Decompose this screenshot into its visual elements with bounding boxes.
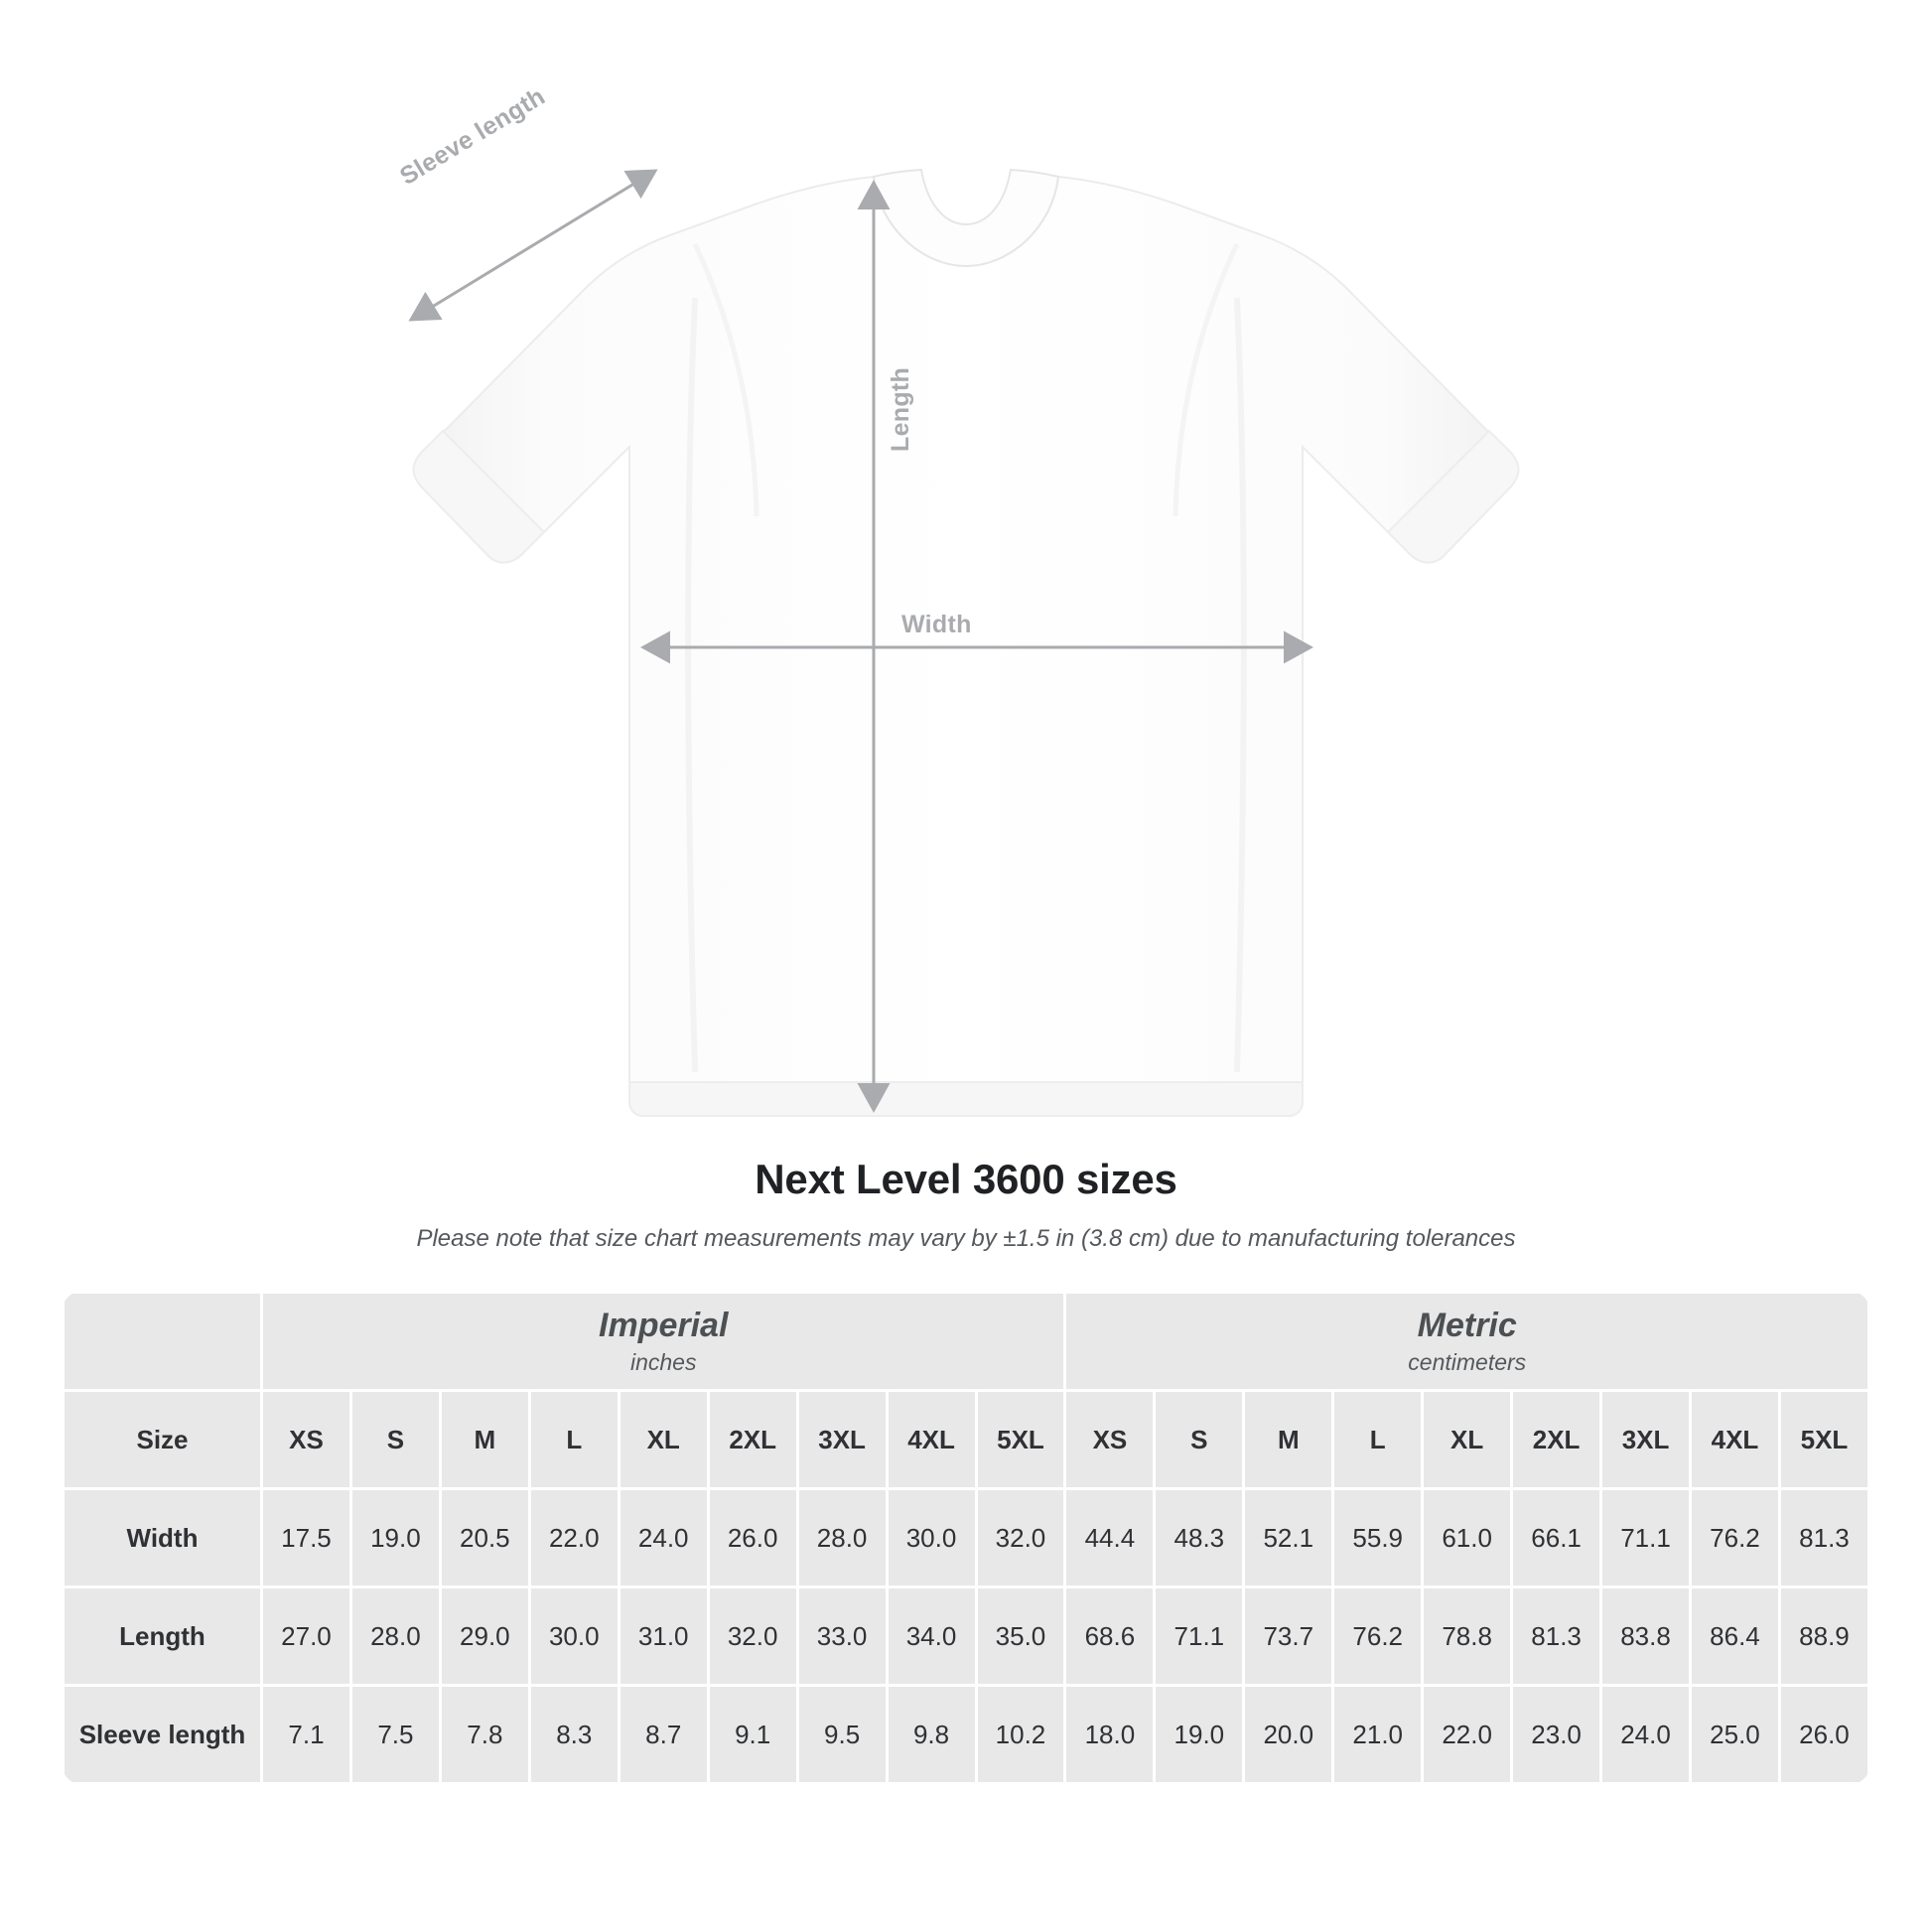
table-cell: 23.0 (1512, 1686, 1601, 1784)
table-cell: 76.2 (1333, 1587, 1423, 1686)
table-cell: 7.5 (350, 1686, 440, 1784)
table-cell: 22.0 (529, 1489, 619, 1587)
table-cell: 21.0 (1333, 1686, 1423, 1784)
size-header-cell: M (1244, 1391, 1333, 1489)
table-cell: 86.4 (1691, 1587, 1780, 1686)
size-table-body (64, 1293, 1869, 1784)
table-cell: 8.3 (529, 1686, 619, 1784)
table-cell: 66.1 (1512, 1489, 1601, 1587)
table-cell: 61.0 (1423, 1489, 1512, 1587)
table-cell: 29.0 (440, 1587, 529, 1686)
table-cell: 9.5 (797, 1686, 887, 1784)
table-cell: 76.2 (1691, 1489, 1780, 1587)
size-header-cell: S (350, 1391, 440, 1489)
table-cell: 52.1 (1244, 1489, 1333, 1587)
table-row (64, 1686, 1869, 1784)
table-cell: 73.7 (1244, 1587, 1333, 1686)
table-cell: 26.0 (1779, 1686, 1868, 1784)
size-label-cell: Size (64, 1391, 262, 1489)
title-block (0, 1156, 1932, 1253)
sleeve-length-label: Sleeve length (395, 81, 550, 192)
table-cell: 19.0 (1155, 1686, 1244, 1784)
table-cell: 9.1 (708, 1686, 797, 1784)
size-header-cell: 4XL (1691, 1391, 1780, 1489)
table-cell: 55.9 (1333, 1489, 1423, 1587)
size-table-wrapper (62, 1291, 1870, 1785)
tshirt-shape (414, 170, 1519, 1116)
width-label: Width (901, 611, 972, 638)
table-cell: 48.3 (1155, 1489, 1244, 1587)
unit-name-imperial: Imperial (599, 1306, 729, 1344)
table-cell: 31.0 (619, 1587, 708, 1686)
table-cell: 10.2 (976, 1686, 1065, 1784)
table-cell: 24.0 (1601, 1686, 1691, 1784)
table-cell: 18.0 (1065, 1686, 1155, 1784)
table-cell: 7.1 (262, 1686, 351, 1784)
size-header-cell: XL (1423, 1391, 1512, 1489)
table-cell: 20.0 (1244, 1686, 1333, 1784)
table-cell: 8.7 (619, 1686, 708, 1784)
size-header-cell: 5XL (1779, 1391, 1868, 1489)
size-header-cell: 2XL (1512, 1391, 1601, 1489)
size-table (62, 1291, 1870, 1785)
table-cell: 26.0 (708, 1489, 797, 1587)
size-header-cell: XS (262, 1391, 351, 1489)
unit-header-imperial (262, 1293, 1065, 1391)
table-cell: 44.4 (1065, 1489, 1155, 1587)
table-cell: 71.1 (1601, 1489, 1691, 1587)
size-header-cell: 3XL (797, 1391, 887, 1489)
size-header-row (64, 1391, 1869, 1489)
size-header-cell: 4XL (887, 1391, 976, 1489)
size-header-cell: M (440, 1391, 529, 1489)
size-header-cell: XS (1065, 1391, 1155, 1489)
table-cell: 33.0 (797, 1587, 887, 1686)
table-cell: 88.9 (1779, 1587, 1868, 1686)
table-cell: 35.0 (976, 1587, 1065, 1686)
table-cell: 83.8 (1601, 1587, 1691, 1686)
unit-header-row (64, 1293, 1869, 1391)
table-cell: 34.0 (887, 1587, 976, 1686)
table-row (64, 1489, 1869, 1587)
table-cell: 81.3 (1779, 1489, 1868, 1587)
row-label-width: Width (64, 1489, 262, 1587)
table-cell: 27.0 (262, 1587, 351, 1686)
table-cell: 30.0 (887, 1489, 976, 1587)
table-cell: 78.8 (1423, 1587, 1512, 1686)
size-header-cell: L (529, 1391, 619, 1489)
table-cell: 32.0 (976, 1489, 1065, 1587)
table-cell: 9.8 (887, 1686, 976, 1784)
table-cell: 25.0 (1691, 1686, 1780, 1784)
unit-sub-metric: centimeters (1408, 1349, 1527, 1376)
table-cell: 28.0 (350, 1587, 440, 1686)
table-cell: 71.1 (1155, 1587, 1244, 1686)
unit-header-metric (1065, 1293, 1869, 1391)
row-label-sleeve-length: Sleeve length (64, 1686, 262, 1784)
table-cell: 7.8 (440, 1686, 529, 1784)
unit-name-metric: Metric (1417, 1306, 1517, 1344)
size-header-cell: 3XL (1601, 1391, 1691, 1489)
table-cell: 32.0 (708, 1587, 797, 1686)
table-cell: 22.0 (1423, 1686, 1512, 1784)
table-cell: 81.3 (1512, 1587, 1601, 1686)
unit-sub-imperial: inches (629, 1349, 697, 1376)
size-header-cell: L (1333, 1391, 1423, 1489)
table-cell: 28.0 (797, 1489, 887, 1587)
table-cell: 68.6 (1065, 1587, 1155, 1686)
size-header-cell: S (1155, 1391, 1244, 1489)
size-header-cell: XL (619, 1391, 708, 1489)
table-cell: 19.0 (350, 1489, 440, 1587)
page-title: Next Level 3600 sizes (755, 1156, 1177, 1202)
size-header-cell: 5XL (976, 1391, 1065, 1489)
table-cell: 30.0 (529, 1587, 619, 1686)
unit-header-corner (64, 1293, 262, 1391)
table-cell: 17.5 (262, 1489, 351, 1587)
table-cell: 24.0 (619, 1489, 708, 1587)
table-row (64, 1587, 1869, 1686)
tolerance-note: Please note that size chart measurements may vary by ±1.5 in (3.8 cm) due to manufacturing tolerances (416, 1225, 1516, 1252)
table-cell: 20.5 (440, 1489, 529, 1587)
length-label: Length (887, 366, 914, 452)
size-header-cell: 2XL (708, 1391, 797, 1489)
row-label-length: Length (64, 1587, 262, 1686)
